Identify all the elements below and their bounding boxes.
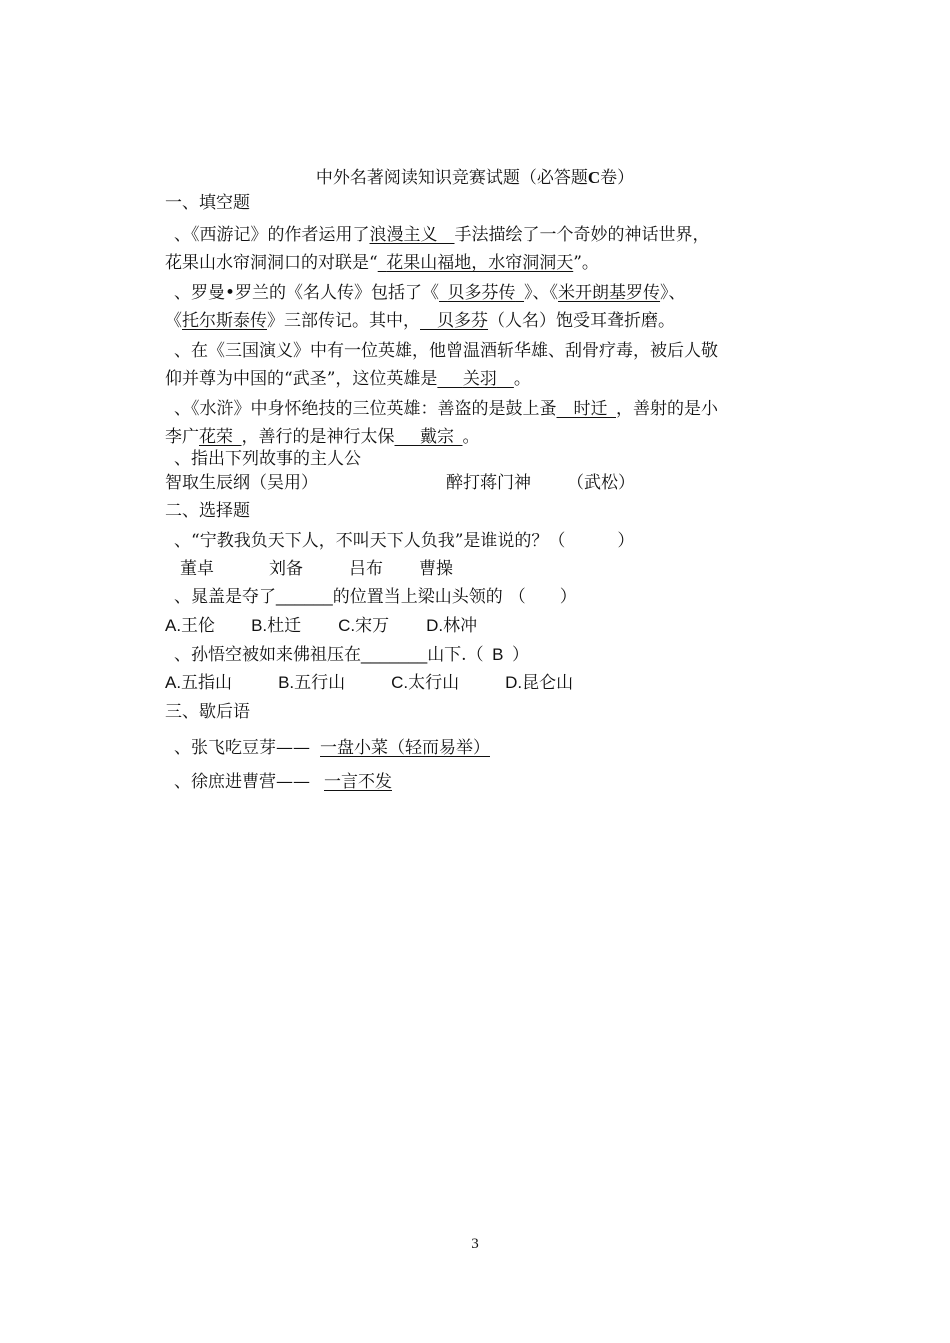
question-5-line-1: 、指出下列故事的主人公	[174, 449, 361, 469]
question-5-line-2	[165, 471, 635, 495]
c2-option-b: B.杜迁	[251, 616, 302, 635]
c2-option-c: C.宋万	[338, 616, 390, 635]
q3-text-b: 仰并尊为中国的“武圣”，这位英雄是	[165, 369, 438, 389]
choice-3-options	[165, 671, 573, 695]
q4-text-d: 李广	[165, 427, 199, 447]
c2-option-a: A.王伦	[165, 616, 216, 635]
q5-answer-1: 智取生辰纲（吴用）	[165, 473, 318, 493]
x1-text: 、张飞吃豆芽——	[174, 738, 310, 758]
question-2-line-2	[165, 309, 675, 333]
title-text: 中外名著阅读知识竞赛试题（必答题	[315, 168, 588, 188]
choice-1-options	[180, 557, 453, 581]
title-end: 卷）	[600, 168, 635, 188]
c2-option-d: D.林冲	[426, 616, 478, 635]
choice-1-question	[174, 529, 634, 553]
q4-text-c: ，善射的是小	[616, 399, 718, 419]
c2-text-b: 的位置当上梁山头领的	[332, 587, 503, 607]
q4-text-f: ，善行的是神行太保	[241, 427, 395, 447]
c2-paren: （ ）	[508, 587, 577, 607]
q1-text-d: 花果山水帘洞洞口的对联是“	[165, 253, 378, 273]
c3-paren-close: ）	[511, 645, 529, 665]
c1-option-b: 刘备	[269, 559, 303, 579]
q1-answer-2: 花果山福地，水帘洞洞天	[386, 253, 574, 273]
question-1-line-1	[174, 223, 710, 247]
c3-answer: B	[492, 645, 504, 664]
choice-2-options	[165, 614, 477, 638]
c3-option-b: B.五行山	[278, 673, 346, 692]
q2-text-j: （人名）饱受耳聋折磨。	[488, 311, 675, 331]
q3-answer: 关羽	[462, 369, 497, 389]
q1-answer-1: 浪漫主义	[369, 225, 438, 245]
question-1-line-2	[165, 251, 599, 275]
section-heading-xiehouyu: 三、歇后语	[165, 702, 250, 722]
c3-option-d: D.昆仑山	[505, 673, 574, 692]
question-4-line-2	[165, 425, 480, 449]
c3-option-a: A.五指山	[165, 673, 233, 692]
q1-text-c: 手法描绘了一个奇妙的神话世界，	[454, 225, 710, 245]
c3-blank: _______	[361, 645, 428, 664]
x1-answer: 一盘小菜（轻而易举）	[320, 738, 490, 758]
q2-text-a: 、罗曼•罗兰的《名人传》包括了《	[174, 283, 440, 303]
q1-text-a: 、《西游记》的作者运用了	[174, 225, 370, 245]
c3-option-c: C.太行山	[391, 673, 460, 692]
xiehouyu-1	[174, 736, 490, 760]
choice-3-question	[174, 643, 529, 667]
q5-text-c: 醉打蒋门神	[446, 473, 531, 493]
c3-text-b: 山下.（	[427, 645, 484, 665]
c1-option-a: 董卓	[180, 559, 214, 579]
q4-text-a: 、《水浒》中身怀绝技的三位英雄：善盗的是鼓上蚤	[174, 399, 557, 419]
c1-text: 、“宁教我负天下人，不叫天下人负我”是谁说的？（	[174, 531, 566, 551]
q4-answer-1: 时迁	[573, 399, 608, 419]
q4-answer-2: 花荣	[199, 427, 233, 447]
x2-text: 、徐庶进曹营——	[174, 772, 310, 792]
q2-text-e: 》、	[660, 283, 686, 303]
choice-2-question	[174, 585, 577, 609]
q2-text-f: 《	[165, 311, 182, 331]
q2-text-h: 》三部传记。其中，	[267, 311, 420, 331]
title-bold-letter: C	[587, 168, 601, 187]
q2-answer-1: 贝多芬传	[447, 283, 516, 303]
q2-text-c: 》、《	[524, 283, 559, 303]
c2-blank: ______	[276, 587, 333, 606]
q5-answer-2: （武松）	[567, 473, 635, 493]
c1-option-c: 吕布	[349, 559, 383, 579]
q4-text-h: 。	[462, 427, 480, 447]
q3-text-d: 。	[513, 369, 531, 389]
c1-option-d: 曹操	[419, 559, 453, 579]
question-2-line-1	[174, 281, 686, 305]
section-heading-choice: 二、选择题	[165, 501, 250, 521]
xiehouyu-2	[174, 770, 392, 794]
section-heading-fill: 一、填空题	[165, 193, 250, 213]
c3-text-a: 、孙悟空被如来佛祖压在	[174, 645, 361, 665]
q2-answer-3: 托尔斯泰传	[182, 311, 267, 331]
question-3-line-2	[165, 367, 531, 391]
q2-answer-4: 贝多芬	[437, 311, 488, 331]
x2-answer: 一言不发	[324, 772, 392, 792]
page-number: 3	[471, 1236, 479, 1252]
question-3-line-1: 、在《三国演义》中有一位英雄，他曾温酒斩华雄、刮骨疗毒，被后人敬	[174, 341, 718, 361]
q4-answer-3: 戴宗	[420, 427, 454, 447]
document-title	[0, 163, 950, 188]
q2-answer-2: 米开朗基罗传	[558, 283, 661, 303]
question-4-line-1	[174, 397, 718, 421]
c1-paren-close: ）	[617, 531, 635, 551]
c2-text-a: 、晁盖是夺了	[174, 587, 276, 607]
q1-text-f: ”。	[573, 253, 599, 273]
